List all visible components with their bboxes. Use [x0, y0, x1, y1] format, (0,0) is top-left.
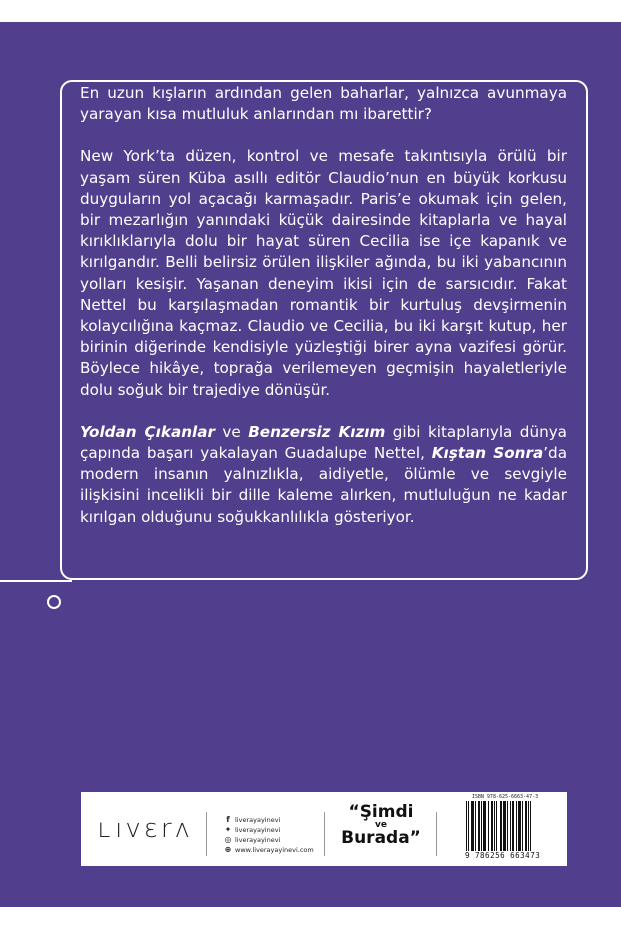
- website-url: www.liverayayinevi.com: [235, 846, 314, 854]
- social-links: [224, 815, 314, 855]
- slogan-line: ve: [375, 820, 387, 830]
- slogan-line: “Şimdi: [348, 802, 414, 822]
- slogan-line: Burada”: [341, 828, 421, 848]
- divider: [436, 812, 437, 856]
- body-text: gibi kitaplarıyla dünya çapında başarı yakalayan Guadalupe Nettel,: [80, 422, 567, 463]
- instagram-icon: ◎: [224, 835, 232, 844]
- blurb-paragraph-2: New York’ta düzen, kontrol ve mesafe takıntısıyla örülü bir yaşam süren Küba asıllı editör Claudio’nun en büyük korkusu duyguların yol açacağı karmaşadır. Paris’e okumak için gelen, bir mezarlığın yanındaki küçük dairesinde kitaplarla ve hayal kırıklıklarıyla dolu bir hayat süren Cecilia ise içe kapanık ve kırılgandır. Belli belirsiz örülen ilişkiler ağında, bu iki yabancının yolları kesişir. Yaşanan deneyim ikisi için de sarsıcıdır. Fakat Nettel bu karşılaşmadan romantik bir kurtuluş devşirmenin kolaycılığına kaçmaz. Claudio ve Cecilia, bu iki karşıt kutup, her birinin diğerinde kendisiyle yüzleştiği birer ayna vazifesi görür. Böylece hikâye, toprağa verilemeyen geçmişin hayaletleriyle dolu soğuk bir trajediye dönüşür.: [80, 147, 567, 399]
- divider: [206, 812, 207, 856]
- body-text: ’da modern insanın yalnızlıkla, aidiyetle, ölümle ve sevgiyle ilişkisini incelikli bir dille kaleme alırken, mutluluğun ne kadar kırılgan olduğunu soğukkanlılıkla gösteriyor.: [80, 444, 568, 526]
- frame-connector-line: [0, 580, 72, 582]
- publisher-logo: ʟıvɛrᴧ: [97, 814, 193, 844]
- social-handle: liverayayinevi: [235, 826, 281, 834]
- twitter-icon: ✦: [224, 825, 232, 834]
- isbn-label: ISBN 978-625-6663-47-3: [471, 794, 539, 800]
- social-website: [224, 845, 314, 855]
- divider: [324, 812, 325, 856]
- blurb-paragraph-1: En uzun kışların ardından gelen baharlar, yalnızca avunmaya yarayan kısa mutluluk anlarından mı ibarettir?: [80, 84, 567, 124]
- globe-icon: ⊕: [224, 845, 232, 854]
- blurb-text: [80, 83, 567, 549]
- series-slogan: [341, 804, 421, 847]
- barcode-bars-icon: [466, 801, 544, 851]
- isbn-barcode: [453, 794, 557, 862]
- book-title-yoldan-cikanlar: Yoldan Çıkanlar: [80, 422, 215, 441]
- blurb-paragraph-3: [80, 422, 567, 528]
- facebook-icon: f: [226, 815, 230, 824]
- barcode-number: 9 786256 663473: [465, 851, 541, 860]
- social-facebook: [224, 815, 314, 825]
- social-handle: liverayayinevi: [235, 816, 281, 824]
- social-twitter: [224, 825, 314, 835]
- social-handle: liverayayinevi: [235, 836, 281, 844]
- publisher-footer: [81, 792, 567, 866]
- connector-text: ve: [214, 422, 249, 441]
- social-instagram: [224, 835, 314, 845]
- book-title-benzersiz-kizim: Benzersiz Kızım: [248, 422, 386, 441]
- book-title-kistan-sonra: Kıştan Sonra: [431, 444, 544, 463]
- circle-ornament-icon: [47, 595, 61, 609]
